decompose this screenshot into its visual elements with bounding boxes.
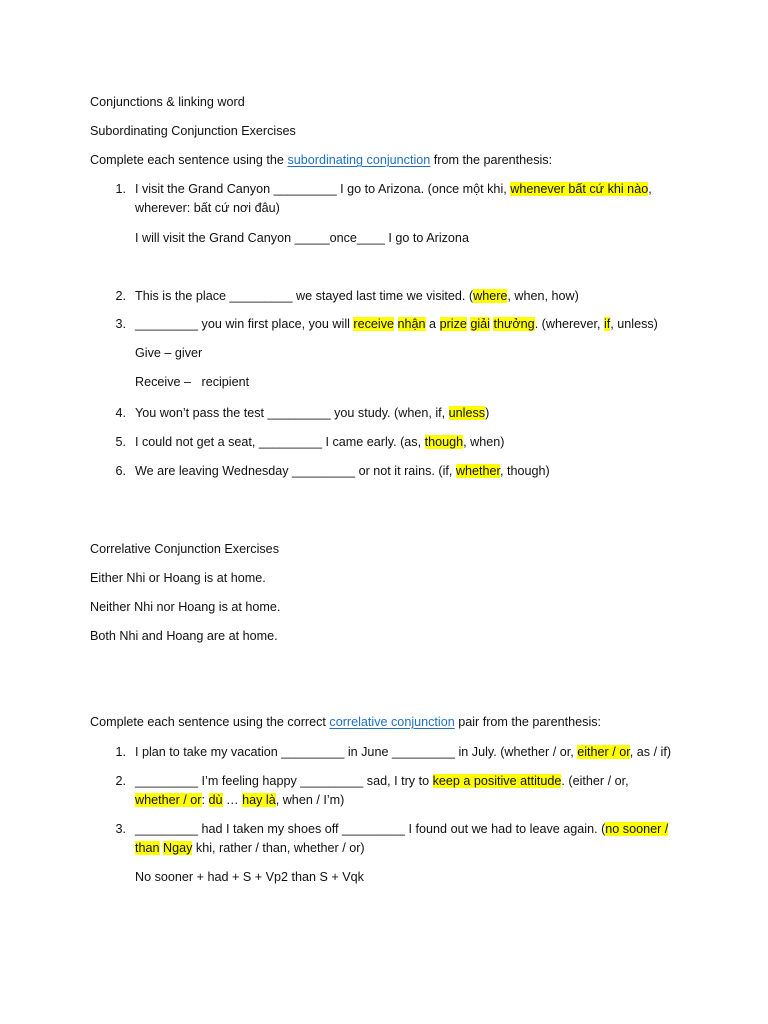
example-sentence: Neither Nhi nor Hoang is at home. [90,600,281,614]
example-sentence: Both Nhi and Hoang are at home. [90,629,278,643]
vocab-note: Receive – recipient [135,375,250,389]
instructions-correlative: Complete each sentence using the correct correlative conjunction pair from the parenthesis: [90,715,602,729]
page-title: Conjunctions & linking word [90,95,245,109]
highlight: either / or [577,745,630,759]
highlight: thưởng [493,317,535,331]
highlight: prize [439,317,467,331]
subordinating-conjunction-link[interactable]: subordinating conjunction [287,153,431,167]
highlight: keep a positive attitude [432,774,562,788]
section-heading-subordinating: Subordinating Conjunction Exercises [90,124,296,138]
highlight: dù [208,793,223,807]
formula: No sooner + had + S + Vp2 than S + Vqk [135,870,364,884]
highlight: whenever bất cứ khi nào [510,182,649,196]
highlight: receive [353,317,395,331]
highlight: no sooner / [605,822,669,836]
list-item-continuation: wherever: bất cứ nơi đâu) [135,201,280,215]
highlight: if [603,317,611,331]
highlight: whether [455,464,500,478]
list-item-continuation: whether / or: dù … hay là, when / I’m) [135,793,345,807]
highlight: than [135,841,160,855]
instructions-subordinating: Complete each sentence using the subordinating conjunction from the parenthesis: [90,153,553,167]
highlight: giải [470,317,490,331]
highlight: though [424,435,464,449]
vocab-note: Give – giver [135,346,203,360]
highlight: where [473,289,508,303]
highlight: whether / or [135,793,202,807]
highlight: nhận [397,317,426,331]
example-sentence: Either Nhi or Hoang is at home. [90,571,266,585]
highlight: hay là [242,793,276,807]
list-item-continuation: than Ngay khi, rather / than, whether / or) [135,841,365,855]
section-heading-correlative: Correlative Conjunction Exercises [90,542,279,556]
highlight: Ngay [163,841,193,855]
highlight: unless [448,406,486,420]
correlative-conjunction-link[interactable]: correlative conjunction [329,715,455,729]
example-sentence: I will visit the Grand Canyon _____once____ I go to Arizona [135,231,469,245]
